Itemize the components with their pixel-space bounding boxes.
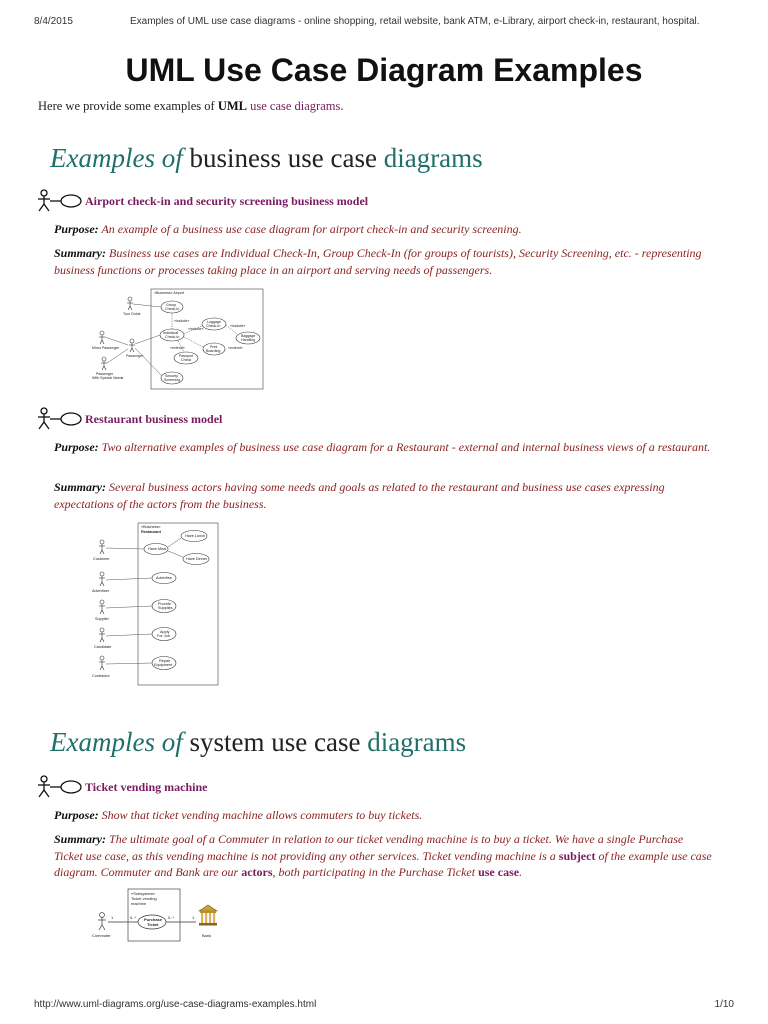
purpose-text: An example of a business use case diagram for airport check-in and security screening. [101,222,522,236]
svg-text:Bank: Bank [202,933,212,938]
svg-text:Screening: Screening [164,378,181,382]
ticket-item-title: Ticket vending machine [85,779,208,794]
heading-system-use-case: system use case [189,727,361,757]
svg-text:Check-In: Check-In [165,335,180,339]
heading-examples-of: Examples of [50,727,183,757]
svg-text:Restaurant: Restaurant [141,530,161,534]
restaurant-summary [54,479,714,512]
summary-text-2: of the example use case diagram. Commuter and Bank are our [54,848,712,879]
ticket-diagram [88,887,222,943]
purpose-label: Purpose: [54,440,99,454]
svg-text:Group: Group [166,303,176,307]
purpose-label: Purpose: [54,222,99,236]
svg-text:Contractor: Contractor [92,674,110,678]
subject-link[interactable]: subject [558,848,596,863]
svg-text:Equipment: Equipment [154,663,173,667]
svg-text:«include»: «include» [174,319,190,323]
svg-text:Check-In: Check-In [206,324,221,328]
svg-text:«include»: «include» [188,327,204,331]
heading-business-use-case: business use case [189,143,377,173]
restaurant-purpose [54,439,714,456]
airport-summary [54,245,714,278]
summary-label: Summary: [54,832,107,846]
svg-text:For Job: For Job [157,634,170,638]
svg-text:Have Meal: Have Meal [148,547,167,551]
svg-text:Advertise: Advertise [156,576,172,580]
svg-text:Provide: Provide [158,602,171,606]
svg-text:Purchase: Purchase [144,917,163,922]
print-url: http://www.uml-diagrams.org/use-case-diagrams-examples.html [34,999,317,1010]
actors-link[interactable]: actors [241,865,273,879]
intro-prefix: Here we provide some examples of [38,99,218,113]
svg-text:«Subsystem»: «Subsystem» [131,891,156,896]
svg-text:Security: Security [165,374,178,378]
system-section-heading [50,727,466,758]
print-page-title: Examples of UML use case diagrams - online shopping, retail website, bank ATM, e-Library, airport check-in, restaurant, hospital. [130,16,700,27]
restaurant-item-title-row[interactable] [36,407,222,431]
svg-text:Check: Check [181,358,192,362]
svg-text:Supplier: Supplier [95,617,109,621]
purpose-label: Purpose: [54,808,99,822]
heading-examples-of: Examples of [50,143,183,173]
ticket-item-title-row[interactable] [36,775,207,799]
summary-text-3: , both participating in the Purchase Ticket [272,865,479,879]
restaurant-diagram [88,522,228,686]
svg-text:1: 1 [111,915,114,920]
svg-text:machine: machine [131,901,147,906]
summary-text: Business use cases are Individual Check-In, Group Check-In (for groups of tourists), Security Screening, etc. - representing business functions or processes taking place in an airport and serving needs of passengers. [54,246,702,277]
summary-label: Summary: [54,480,107,494]
airport-item-title: Airport check-in and security screening business model [85,193,369,208]
heading-diagrams: diagrams [367,727,467,757]
svg-text:1: 1 [192,915,195,920]
restaurant-item-title: Restaurant business model [85,411,223,426]
ticket-summary [54,831,714,881]
use-case-diagrams-link[interactable]: use case diagrams [250,99,341,113]
svg-text:Baggage: Baggage [241,334,256,338]
summary-text: Several business actors having some needs and goals as related to the restaurant and business use cases expressing expectations of the actors from the business. [54,480,665,511]
svg-text:Ticket: Ticket [147,922,159,927]
actor-special-needs: Passenger [96,372,114,376]
svg-text:Have Lunch: Have Lunch [185,534,206,538]
print-date: 8/4/2015 [34,16,73,27]
svg-text:Check-In: Check-In [165,307,180,311]
summary-text-1: The ultimate goal of a Commuter in relation to our ticket vending machine is to buy a ticket. We have a single Purchase Ticket use case, as this vending machine is not providing any other services. Ticket vending machine is a [54,832,684,863]
airport-item-title-row[interactable] [36,189,368,213]
svg-text:Ticket vending: Ticket vending [131,896,157,901]
actor-minor-passenger: Minor Passenger [92,346,120,350]
use-case-link[interactable]: use case [478,865,520,879]
svg-text:Luggage: Luggage [207,320,221,324]
svg-text:«Business»: «Business» [141,525,161,529]
svg-text:Customer: Customer [93,557,110,561]
intro-line [38,99,343,114]
airport-boundary-label: «Business» Airport [154,291,184,295]
intro-suffix: . [340,99,344,113]
svg-text:«extend»: «extend» [228,346,243,350]
svg-text:With Special Needs: With Special Needs [92,376,124,380]
bank-icon [199,905,217,926]
page-title: UML Use Case Diagram Examples [125,52,643,88]
summary-text-4: . [519,865,523,879]
svg-text:«include»: «include» [230,324,246,328]
svg-text:0..*: 0..* [130,915,137,920]
ticket-purpose [54,807,714,824]
summary-label: Summary: [54,246,107,260]
business-section-heading [50,143,483,174]
svg-text:Handling: Handling [241,338,256,342]
svg-text:Repair: Repair [159,659,171,663]
svg-text:Print: Print [210,345,218,349]
actor-usecase-icon [36,189,82,213]
purpose-text: Show that ticket vending machine allows commuters to buy tickets. [101,808,423,822]
svg-text:Commuter: Commuter [92,933,111,938]
airport-diagram [90,287,270,391]
actor-usecase-icon [36,775,82,799]
heading-diagrams: diagrams [383,143,483,173]
actor-passenger: Passenger [126,354,144,358]
airport-purpose [54,221,714,238]
svg-text:Passport: Passport [179,354,194,358]
purpose-text: Two alternative examples of business use case diagram for a Restaurant - external and internal business views of a restaurant. [101,440,711,454]
svg-text:Have Dinner: Have Dinner [186,557,208,561]
svg-text:Advertiser: Advertiser [92,589,110,593]
svg-text:«extend»: «extend» [170,346,185,350]
svg-text:Individual: Individual [163,331,179,335]
svg-text:0..*: 0..* [168,915,175,920]
actor-usecase-icon [36,407,82,431]
svg-text:Apply: Apply [160,630,170,634]
svg-text:Boarding: Boarding [206,349,221,353]
svg-text:Candidate: Candidate [94,645,112,649]
actor-tour-guide: Tour Guide [123,312,141,316]
svg-text:Supplies: Supplies [158,606,173,610]
intro-uml: UML [217,99,247,113]
page-number: 1/10 [714,999,734,1010]
